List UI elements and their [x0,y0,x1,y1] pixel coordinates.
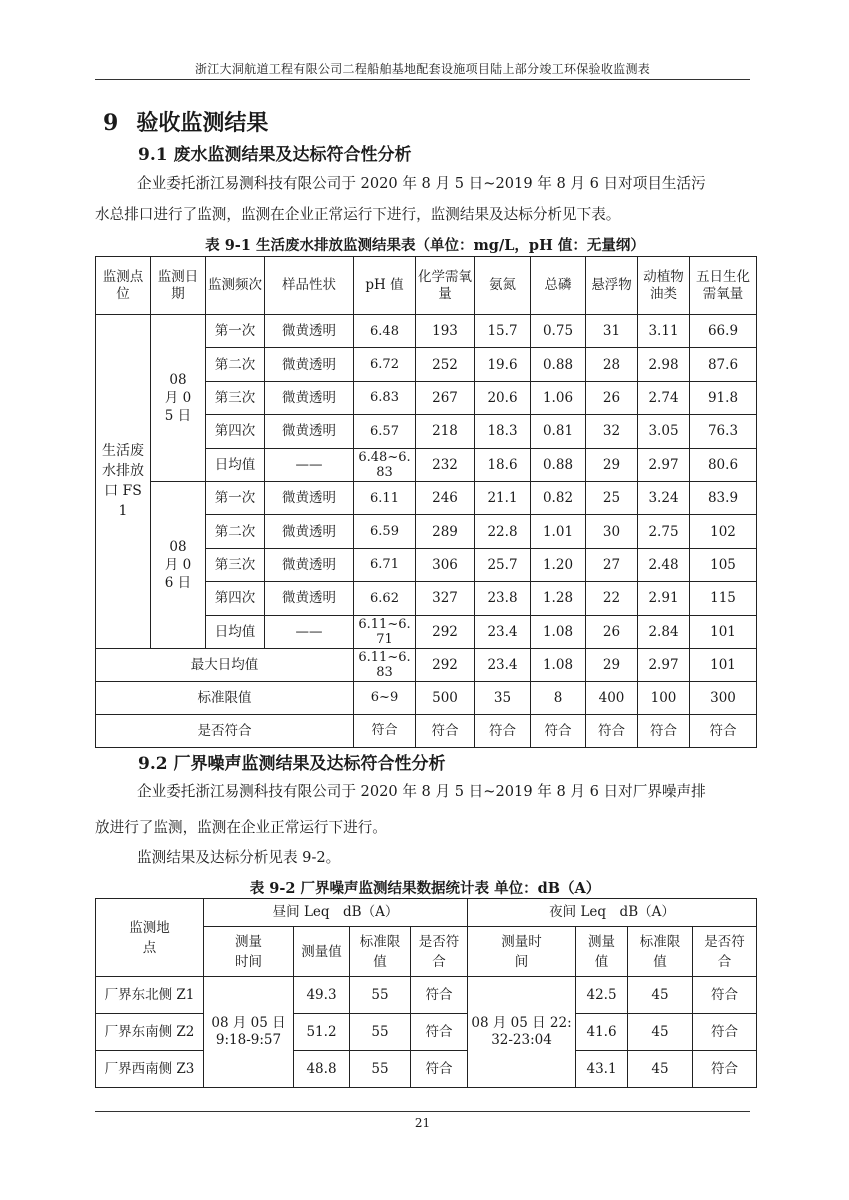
data-cell: 15.7 [475,315,531,348]
data-cell: 28 [586,348,638,381]
summary-value-cell: 符合 [475,714,531,747]
data-cell: 2.84 [638,615,690,648]
paragraph-9-1-line2: 水总排口进行了监测，监测在企业正常运行下进行，监测结果及达标分析见下表。 [95,206,621,223]
summary-value-cell: 23.4 [475,648,531,681]
data-cell: 0.88 [531,348,586,381]
column-header: 标准限值 [350,927,411,977]
table-row [96,257,757,315]
data-cell: 微黄透明 [265,415,354,448]
summary-value-cell: 400 [586,681,638,714]
column-header: 是否符合 [693,927,757,977]
data-cell: 105 [690,548,757,581]
data-cell: 18.3 [475,415,531,448]
data-cell: 1.08 [531,615,586,648]
column-header: 氨氮 [475,257,531,315]
data-cell: 6.71 [354,548,416,581]
paragraph-9-2-line2: 放进行了监测，监测在企业正常运行下进行。 [95,819,387,836]
summary-value-cell: 符合 [690,714,757,747]
column-header: 测量时间 [468,927,576,977]
table-row [96,648,757,681]
site-cell: 厂界西南侧 Z3 [96,1051,204,1088]
monitoring-point-cell: 生活废水排放口 FS1 [96,315,151,649]
data-cell: 2.74 [638,381,690,414]
table-row [96,315,757,348]
data-cell: 6.72 [354,348,416,381]
data-cell: 327 [416,582,475,615]
data-cell: 26 [586,381,638,414]
data-cell: 2.98 [638,348,690,381]
data-cell: 符合 [693,977,757,1014]
data-cell: 0.75 [531,315,586,348]
column-header: 悬浮物 [586,257,638,315]
data-cell: 0.82 [531,481,586,514]
data-cell: 292 [416,615,475,648]
data-cell: 符合 [693,1051,757,1088]
summary-value-cell: 1.08 [531,648,586,681]
data-cell: 符合 [411,1051,468,1088]
data-cell: 20.6 [475,381,531,414]
data-cell: 83.9 [690,481,757,514]
data-cell: 微黄透明 [265,381,354,414]
data-cell: 267 [416,381,475,414]
summary-value-cell: 35 [475,681,531,714]
data-cell: 0.81 [531,415,586,448]
summary-value-cell: 29 [586,648,638,681]
data-cell: 6.11~6.71 [354,615,416,648]
table1-caption: 表 9-1 生活废水排放监测结果表（单位：mg/L，pH 值：无量纲） [205,237,645,254]
summary-label-cell: 最大日均值 [96,648,354,681]
data-cell: 43.1 [576,1051,628,1088]
summary-value-cell: 符合 [586,714,638,747]
table-row [96,977,757,1014]
summary-value-cell: 500 [416,681,475,714]
subsection-heading-9-1: 9.1 废水监测结果及达标符合性分析 [138,145,412,165]
data-cell: 第三次 [206,381,265,414]
data-cell: 218 [416,415,475,448]
data-cell: 2.48 [638,548,690,581]
data-cell: 21.1 [475,481,531,514]
data-cell: 51.2 [294,1014,350,1051]
table-row [96,1014,757,1051]
data-cell: 32 [586,415,638,448]
data-cell: 6.59 [354,515,416,548]
site-cell: 厂界东南侧 Z2 [96,1014,204,1051]
column-header: 监测地点 [96,899,204,977]
data-cell: 3.24 [638,481,690,514]
data-cell: 23.8 [475,582,531,615]
header-rule [95,79,750,80]
data-cell: 87.6 [690,348,757,381]
data-cell: 符合 [693,1014,757,1051]
data-cell: 微黄透明 [265,348,354,381]
paragraph-9-2-text3: 监测结果及达标分析见表 9-2。 [137,849,341,866]
paragraph-9-2-line1 [95,780,755,801]
data-cell: 第三次 [206,548,265,581]
data-cell: 第二次 [206,515,265,548]
column-header: 标准限值 [628,927,693,977]
running-header: 浙江大洞航道工程有限公司二程船舶基地配套设施项目陆上部分竣工环保验收监测表 [194,62,651,76]
data-cell: 符合 [411,1014,468,1051]
data-cell: 41.6 [576,1014,628,1051]
data-cell: 6.83 [354,381,416,414]
summary-label-cell: 是否符合 [96,714,354,747]
data-cell: 25.7 [475,548,531,581]
column-header: 动植物油类 [638,257,690,315]
data-cell: 1.06 [531,381,586,414]
summary-value-cell: 6.11~6.83 [354,648,416,681]
data-cell: 2.97 [638,448,690,481]
data-cell: 22.8 [475,515,531,548]
summary-value-cell: 2.97 [638,648,690,681]
data-cell: 289 [416,515,475,548]
data-cell: 3.11 [638,315,690,348]
data-cell: 26 [586,615,638,648]
data-cell: 18.6 [475,448,531,481]
data-cell: 252 [416,348,475,381]
column-header: 监测日期 [151,257,206,315]
data-cell: 246 [416,481,475,514]
data-cell: 微黄透明 [265,481,354,514]
column-header: 测量时间 [204,927,294,977]
paragraph-9-1-line1 [95,172,755,193]
data-cell: 3.05 [638,415,690,448]
data-cell: 微黄透明 [265,315,354,348]
section-heading [103,106,268,137]
subsection-heading-9-2: 9.2 厂界噪声监测结果及达标符合性分析 [138,754,446,774]
data-cell: 42.5 [576,977,628,1014]
table-row [96,899,757,927]
column-header: 监测点位 [96,257,151,315]
monitoring-date-cell: 08 月 06 日 [151,481,206,648]
data-cell: 19.6 [475,348,531,381]
wastewater-results-table [95,256,757,748]
noise-results-table [95,898,757,1088]
data-cell: 第一次 [206,481,265,514]
data-cell: 30 [586,515,638,548]
data-cell: 第四次 [206,582,265,615]
column-header: 测量值 [576,927,628,977]
data-cell: 1.28 [531,582,586,615]
data-cell: 49.3 [294,977,350,1014]
data-cell: 115 [690,582,757,615]
data-cell: 27 [586,548,638,581]
table-row [96,1051,757,1088]
page-number: 21 [414,1116,431,1130]
summary-value-cell: 符合 [531,714,586,747]
footer-rule [95,1111,750,1112]
data-cell: 102 [690,515,757,548]
column-header: 五日生化需氧量 [690,257,757,315]
data-cell: 日均值 [206,448,265,481]
summary-value-cell: 100 [638,681,690,714]
column-header: 总磷 [531,257,586,315]
summary-value-cell: 8 [531,681,586,714]
column-header: pH 值 [354,257,416,315]
data-cell: 29 [586,448,638,481]
data-cell: 1.01 [531,515,586,548]
data-cell: 232 [416,448,475,481]
data-cell: 6.62 [354,582,416,615]
data-cell: —— [265,615,354,648]
column-header: 测量值 [294,927,350,977]
data-cell: 6.57 [354,415,416,448]
data-cell: 2.75 [638,515,690,548]
data-cell: 第四次 [206,415,265,448]
paragraph-9-2-text1: 企业委托浙江易测科技有限公司于 2020 年 8 月 5 日~2019 年 8 月 6 日对厂界噪声排 [137,783,706,800]
table-row [96,714,757,747]
summary-value-cell: 300 [690,681,757,714]
data-cell: 6.48 [354,315,416,348]
data-cell: 80.6 [690,448,757,481]
data-cell: 101 [690,615,757,648]
data-cell: 45 [628,977,693,1014]
column-header: 昼间 Leq dB（A） [204,899,468,927]
section-number: 9 [103,110,119,136]
data-cell: 193 [416,315,475,348]
data-cell: 55 [350,1051,411,1088]
data-cell: 48.8 [294,1051,350,1088]
summary-value-cell: 符合 [354,714,416,747]
data-cell: 2.91 [638,582,690,615]
table-row [96,681,757,714]
summary-value-cell: 292 [416,648,475,681]
table-row [96,481,757,514]
column-header: 夜间 Leq dB（A） [468,899,757,927]
paragraph-9-1-text1: 企业委托浙江易测科技有限公司于 2020 年 8 月 5 日~2019 年 8 月 6 日对项目生活污 [137,175,706,192]
data-cell: 微黄透明 [265,515,354,548]
data-cell: 6.48~6.83 [354,448,416,481]
data-cell: 1.20 [531,548,586,581]
data-cell: 第二次 [206,348,265,381]
data-cell: 55 [350,1014,411,1051]
table2-caption: 表 9-2 厂界噪声监测结果数据统计表 单位：dB（A） [249,880,601,897]
data-cell: —— [265,448,354,481]
data-cell: 45 [628,1051,693,1088]
data-cell: 22 [586,582,638,615]
column-header: 化学需氧量 [416,257,475,315]
summary-label-cell: 标准限值 [96,681,354,714]
summary-value-cell: 101 [690,648,757,681]
data-cell: 第一次 [206,315,265,348]
data-cell: 25 [586,481,638,514]
monitoring-date-cell: 08 月 05 日 [151,315,206,482]
data-cell: 符合 [411,977,468,1014]
data-cell: 31 [586,315,638,348]
data-cell: 66.9 [690,315,757,348]
section-title: 验收监测结果 [136,110,269,136]
data-cell: 微黄透明 [265,582,354,615]
column-header: 样品性状 [265,257,354,315]
day-time-cell: 08 月 05 日 9:18-9:57 [204,977,294,1088]
summary-value-cell: 符合 [416,714,475,747]
column-header: 是否符合 [411,927,468,977]
data-cell: 微黄透明 [265,548,354,581]
data-cell: 日均值 [206,615,265,648]
data-cell: 55 [350,977,411,1014]
column-header: 监测频次 [206,257,265,315]
summary-value-cell: 符合 [638,714,690,747]
data-cell: 45 [628,1014,693,1051]
data-cell: 6.11 [354,481,416,514]
site-cell: 厂界东北侧 Z1 [96,977,204,1014]
data-cell: 23.4 [475,615,531,648]
data-cell: 306 [416,548,475,581]
data-cell: 0.88 [531,448,586,481]
data-cell: 76.3 [690,415,757,448]
paragraph-9-2-line3 [95,846,755,867]
night-time-cell: 08 月 05 日 22:32-23:04 [468,977,576,1088]
data-cell: 91.8 [690,381,757,414]
summary-value-cell: 6~9 [354,681,416,714]
